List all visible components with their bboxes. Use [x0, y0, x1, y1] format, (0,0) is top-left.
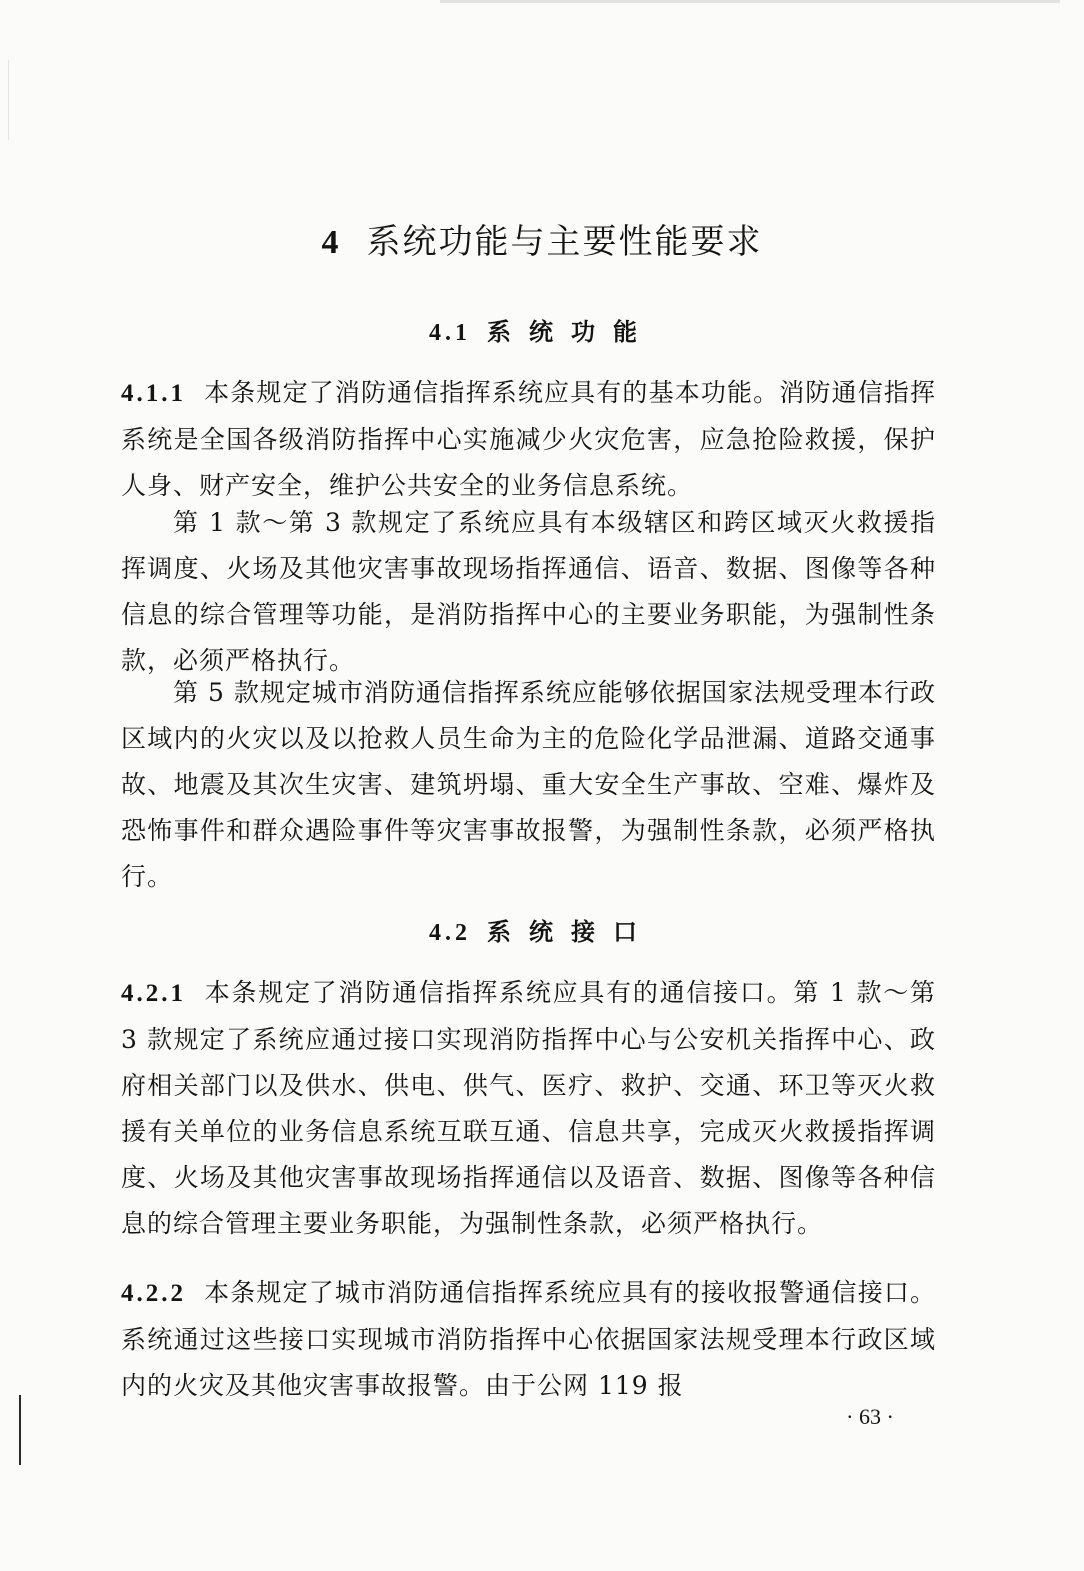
chapter-title-text: 系统功能与主要性能要求: [366, 222, 763, 262]
paragraph-4-1-1-items-1-3: [121, 500, 936, 684]
chapter-title: [0, 214, 1084, 263]
scan-edge-top: [440, 0, 1060, 3]
clause-number: 4.1.1: [121, 380, 186, 407]
paragraph-4-2-1: [121, 970, 936, 1247]
section-number: 4.1: [429, 320, 471, 346]
paragraph-4-2-2: [121, 1270, 936, 1409]
section-number: 4.2: [429, 920, 471, 946]
page-number: · 63 ·: [846, 1404, 894, 1429]
paragraph-text: 本条规定了消防通信指挥系统应具有的基本功能。消防通信指挥系统是全国各级消防指挥中心实施减少火灾危害，应急抢险救援，保护人身、财产安全，维护公共安全的业务信息系统。: [121, 378, 936, 500]
section-title-text: 系统接口: [487, 917, 655, 946]
paragraph-text: 本条规定了城市消防通信指挥系统应具有的接收报警通信接口。系统通过这些接口实现城市消防指挥中心依据国家法规受理本行政区域内的火灾及其他灾害事故报警。由于公网 119 报: [121, 1278, 936, 1400]
paragraph-text: 本条规定了消防通信指挥系统应具有的通信接口。第 1 款～第 3 款规定了系统应通过接口实现消防指挥中心与公安机关指挥中心、政府相关部门以及供水、供电、供气、医疗、救护、交通、环卫等灭火救援有关单位的业务信息系统互联互通、信息共享，完成灭火救援指挥调度、火场及其他灾害事故现场指挥通信以及语音、数据、图像等各种信息的综合管理主要业务职能，为强制性条款，必须严格执行。: [121, 978, 936, 1238]
clause-number: 4.2.2: [121, 1280, 186, 1307]
section-title-text: 系统功能: [487, 317, 655, 346]
section-heading-4-1: [0, 312, 1084, 347]
section-heading-4-2: [0, 912, 1084, 947]
paragraph-4-1-1: [121, 370, 936, 509]
paragraph-4-1-1-item-5: [121, 670, 936, 900]
clause-number: 4.2.1: [121, 980, 186, 1007]
chapter-number: 4: [321, 224, 341, 261]
binding-mark: [19, 1395, 21, 1465]
paragraph-text: 第 5 款规定城市消防通信指挥系统应能够依据国家法规受理本行政区域内的火灾以及以抢救人员生命为主的危险化学品泄漏、道路交通事故、地震及其次生灾害、建筑坍塌、重大安全生产事故、空难、爆炸及恐怖事件和群众遇险事件等灾害事故报警，为强制性条款，必须严格执行。: [121, 678, 936, 891]
scan-edge-left: [8, 60, 9, 140]
paragraph-text: 第 1 款～第 3 款规定了系统应具有本级辖区和跨区域灭火救援指挥调度、火场及其他灾害事故现场指挥通信、语音、数据、图像等各种信息的综合管理等功能，是消防指挥中心的主要业务职能，为强制性条款，必须严格执行。: [121, 508, 936, 675]
